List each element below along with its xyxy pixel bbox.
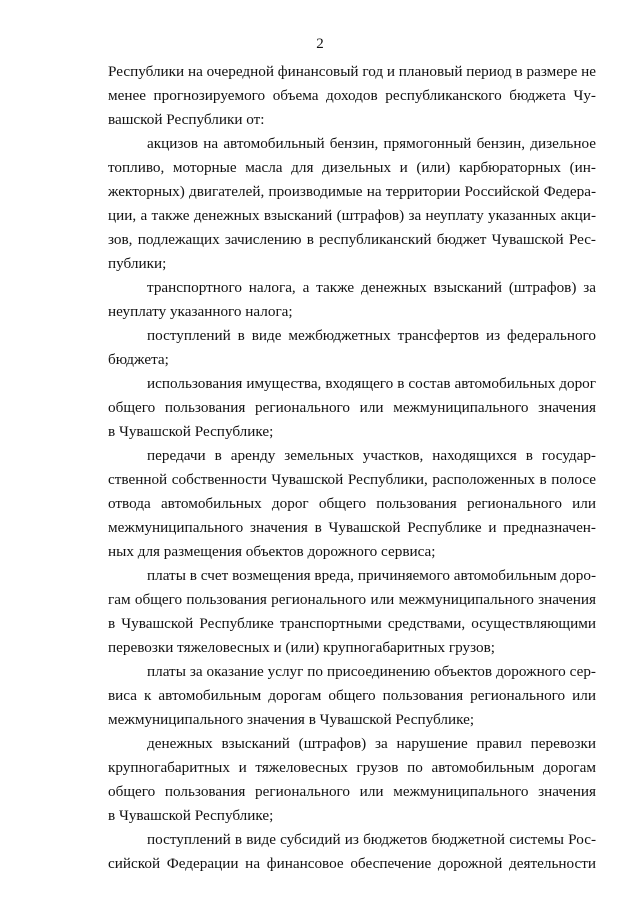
text-line-24: в Чувашской Республике транспортными средствами, осуществляющими <box>108 615 596 632</box>
text-line-32: в Чувашской Республике; <box>108 807 274 824</box>
text-line-10: транспортного налога, а также денежных взысканий (штрафов) за <box>147 279 596 296</box>
text-line-12: поступлений в виде межбюджетных трансфертов из федерального <box>147 327 596 344</box>
text-line-21: ных для размещения объектов дорожного сервиса; <box>108 543 436 560</box>
text-line-18: ственной собственности Чувашской Республики, расположенных в полосе <box>108 471 596 488</box>
text-line-17: передачи в аренду земельных участков, находящихся в государ- <box>147 447 596 464</box>
text-line-8: зов, подлежащих зачислению в республиканский бюджет Чувашской Рес- <box>108 231 596 248</box>
text-line-1: Республики на очередной финансовый год и плановый период в размере не <box>108 63 596 80</box>
text-line-25: перевозки тяжеловесных и (или) крупногабаритных грузов; <box>108 639 495 656</box>
text-line-6: жекторных) двигателей, производимые на территории Российской Федера- <box>108 183 596 200</box>
text-line-5: топливо, моторные масла для дизельных и (или) карбюраторных (ин- <box>108 159 596 176</box>
text-line-4: акцизов на автомобильный бензин, прямогонный бензин, дизельное <box>147 135 596 152</box>
text-line-29: денежных взысканий (штрафов) за нарушение правил перевозки <box>147 735 596 752</box>
text-line-26: платы за оказание услуг по присоединению объектов дорожного сер- <box>147 663 596 680</box>
text-line-2: менее прогнозируемого объема доходов республиканского бюджета Чу- <box>108 87 596 104</box>
text-line-31: общего пользования регионального или межмуниципального значения <box>108 783 596 800</box>
text-line-3: вашской Республики от: <box>108 111 265 128</box>
text-line-16: в Чувашской Республике; <box>108 423 274 440</box>
text-line-34: сийской Федерации на финансовое обеспечение дорожной деятельности <box>108 855 596 872</box>
text-line-22: платы в счет возмещения вреда, причиняемого автомобильным доро- <box>147 567 596 584</box>
text-line-19: отвода автомобильных дорог общего пользования регионального или <box>108 495 596 512</box>
text-line-14: использования имущества, входящего в состав автомобильных дорог <box>147 375 596 392</box>
text-line-20: межмуниципального значения в Чувашской Республике и предназначен- <box>108 519 596 536</box>
text-line-28: межмуниципального значения в Чувашской Республике; <box>108 711 475 728</box>
text-line-27: виса к автомобильным дорогам общего пользования регионального или <box>108 687 596 704</box>
text-line-11: неуплату указанного налога; <box>108 303 293 320</box>
text-line-9: публики; <box>108 255 167 272</box>
page-number: 2 <box>316 36 324 52</box>
text-line-7: ции, а также денежных взысканий (штрафов) за неуплату указанных акци- <box>108 207 596 224</box>
text-line-30: крупногабаритных и тяжеловесных грузов по автомобильным дорогам <box>108 759 596 776</box>
text-line-13: бюджета; <box>108 351 169 368</box>
text-line-23: гам общего пользования регионального или межмуниципального значения <box>108 591 596 608</box>
text-line-33: поступлений в виде субсидий из бюджетов бюджетной системы Рос- <box>147 831 596 848</box>
text-line-15: общего пользования регионального или межмуниципального значения <box>108 399 596 416</box>
